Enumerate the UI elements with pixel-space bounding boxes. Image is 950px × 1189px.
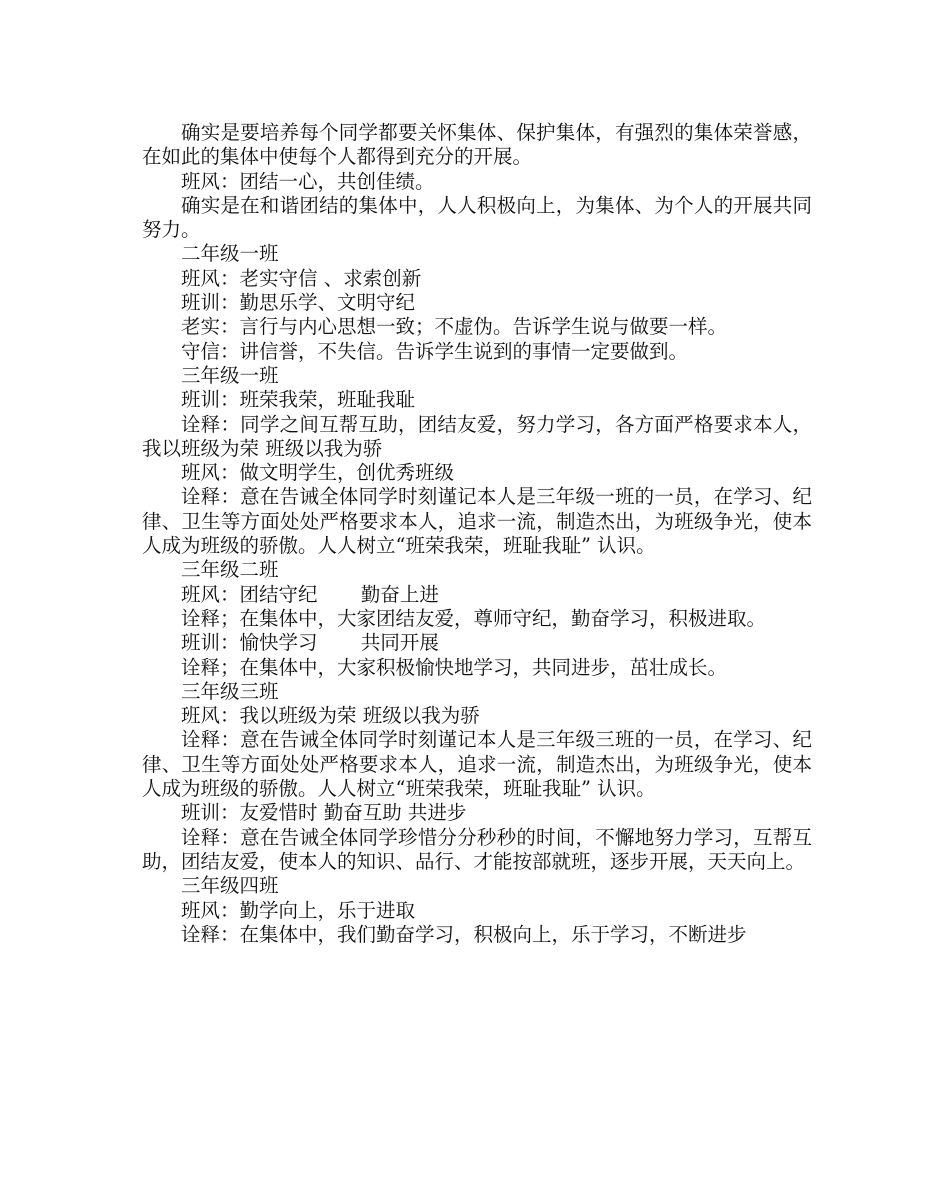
class-heading-grade2-class1: 二年级一班: [181, 242, 279, 266]
paragraph-2: 班风：团结一心，共创佳绩。: [181, 169, 435, 193]
paragraph-17: 班训：愉快学习 共同开展: [181, 631, 439, 655]
class-heading-grade3-class1: 三年级一班: [181, 363, 279, 387]
paragraph-11: 诠释：同学之间互帮互助，团结友爱，努力学习，各方面严格要求本人，我以班级为荣 班级以我为骄: [142, 412, 812, 460]
paragraph-1: 确实是要培养每个同学都要关怀集体、保护集体，有强烈的集体荣誉感，在如此的集体中使每个人都得到充分的开展。: [142, 121, 812, 169]
paragraph-8: 守信：讲信誉，不失信。告诉学生说到的事情一定要做到。: [181, 339, 689, 363]
paragraph-23: 诠释：意在告诫全体同学珍惜分分秒秒的时间，不懈地努力学习，互帮互助，团结友爱，使本人的知识、品行、才能按部就班，逐步开展，天天向上。: [142, 825, 812, 873]
class-heading-grade3-class3: 三年级三班: [181, 679, 279, 703]
paragraph-20: 班风：我以班级为荣 班级以我为骄: [181, 704, 480, 728]
paragraph-22: 班训：友爱惜时 勤奋互助 共进步: [181, 801, 467, 825]
paragraph-25: 班风：勤学向上，乐于进取: [181, 898, 416, 922]
paragraph-6: 班训：勤思乐学、文明守纪: [181, 291, 416, 315]
paragraph-16: 诠释；在集体中，大家团结友爱，尊师守纪，勤奋学习，积极进取。: [181, 606, 767, 630]
paragraph-12: 班风：做文明学生，创优秀班级: [181, 461, 455, 485]
paragraph-7: 老实：言行与内心思想一致；不虚伪。告诉学生说与做要一样。: [181, 315, 728, 339]
class-heading-grade3-class4: 三年级四班: [181, 874, 279, 898]
paragraph-21: 诠释：意在告诫全体同学时刻谨记本人是三年级三班的一员，在学习、纪律、卫生等方面处处严格要求本人，追求一流，制造杰出，为班级争光，使本人成为班级的骄傲。人人树立“班荣我荣，班耻我耻” 认识。: [142, 728, 812, 801]
class-heading-grade3-class2: 三年级二班: [181, 558, 279, 582]
paragraph-5: 班风：老实守信 、求索创新: [181, 266, 422, 290]
paragraph-26: 诠释：在集体中，我们勤奋学习，积极向上，乐于学习，不断进步: [181, 922, 747, 946]
document-page: [142, 121, 812, 947]
paragraph-10: 班训：班荣我荣，班耻我耻: [181, 388, 416, 412]
paragraph-3: 确实是在和谐团结的集体中，人人积极向上，为集体、为个人的开展共同努力。: [142, 193, 812, 242]
paragraph-13: 诠释：意在告诫全体同学时刻谨记本人是三年级一班的一员，在学习、纪律、卫生等方面处处严格要求本人，追求一流，制造杰出，为班级争光，使本人成为班级的骄傲。人人树立“班荣我荣，班耻我耻” 认识。: [142, 485, 812, 558]
paragraph-18: 诠释；在集体中，大家积极愉快地学习，共同进步，茁壮成长。: [181, 655, 728, 679]
paragraph-15: 班风：团结守纪 勤奋上进: [181, 582, 439, 606]
